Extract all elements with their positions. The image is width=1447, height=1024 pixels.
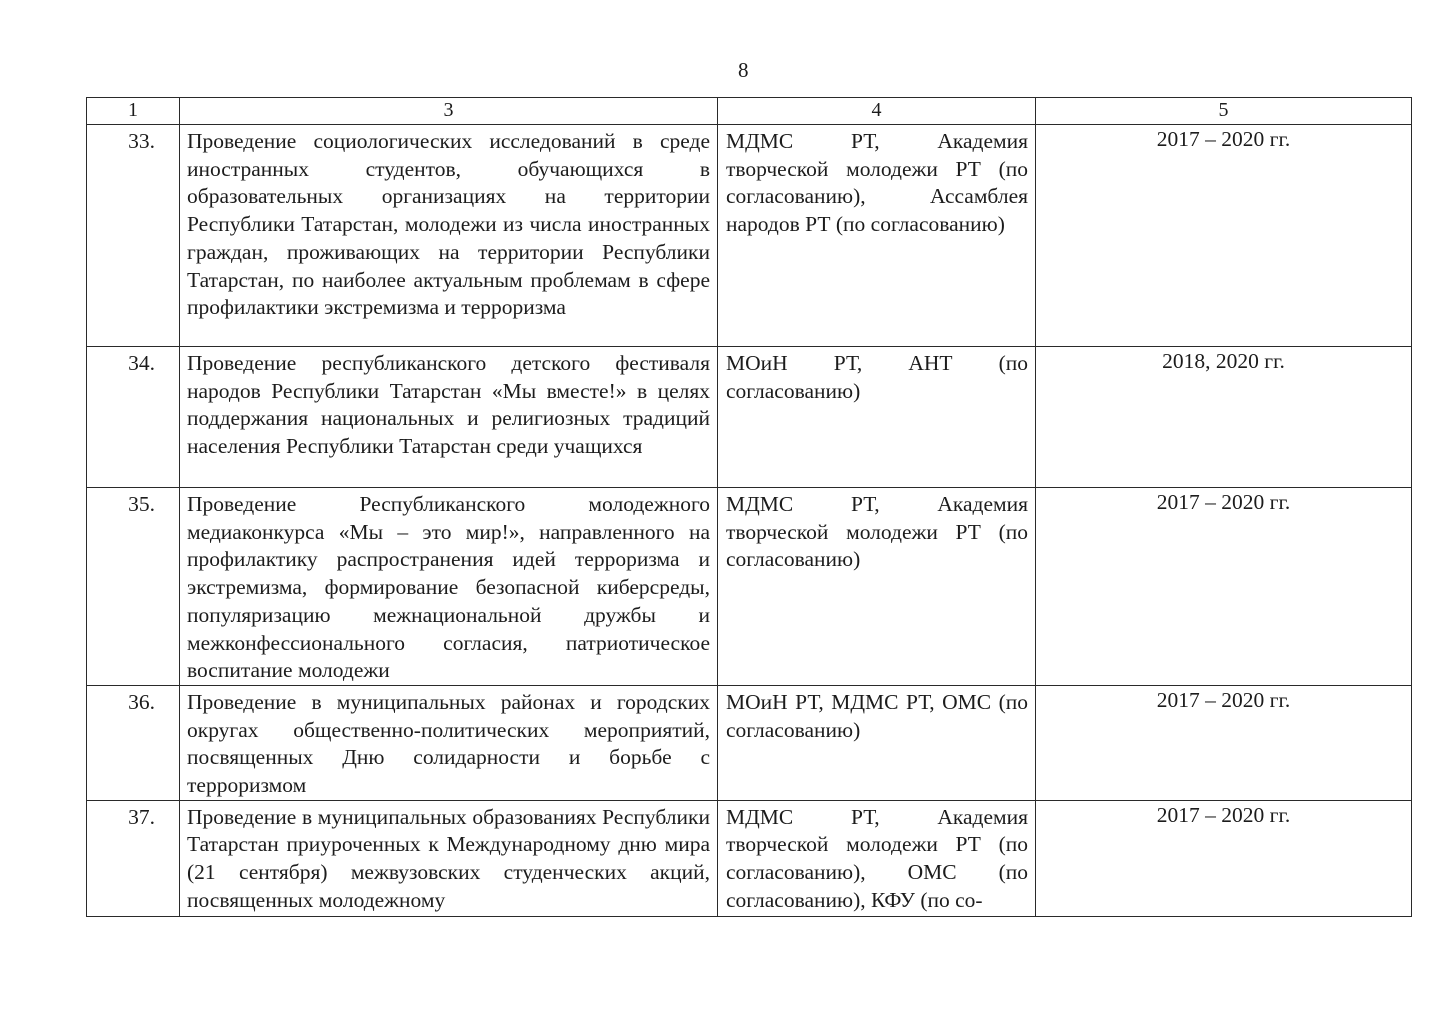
table-row xyxy=(87,685,1412,800)
executors: МОиН РТ, АНТ (по согласованию) xyxy=(718,347,1036,488)
event-description: Проведение в муниципальных районах и городских округах общественно-политических мероприятий, посвященных Дню солидарности и борьбе с терроризмом xyxy=(180,685,718,800)
executors: МОиН РТ, МДМС РТ, ОМС (по согласованию) xyxy=(718,685,1036,800)
period: 2017 – 2020 гг. xyxy=(1036,685,1412,800)
row-number: 36. xyxy=(87,685,180,800)
period: 2017 – 2020 гг. xyxy=(1036,488,1412,686)
executors: МДМС РТ, Академия творческой молодежи РТ (по согласованию), ОМС (по согласованию), КФУ (по со- xyxy=(726,804,1028,912)
column-header-executors: 4 xyxy=(718,98,1036,125)
executors-cell xyxy=(718,800,1036,916)
table-row xyxy=(87,347,1412,488)
event-description-cell xyxy=(180,800,718,916)
page-number: 8 xyxy=(738,58,749,82)
period: 2018, 2020 гг. xyxy=(1036,347,1412,488)
row-number: 34. xyxy=(87,347,180,488)
row-number: 33. xyxy=(87,125,180,347)
event-description: Проведение в муниципальных образованиях Республики Татарстан приуроченных к Международному дню мира (21 сентября) межвузовских студенческих акций, посвященных молодежному xyxy=(187,804,710,912)
event-description: Проведение социологических исследований в среде иностранных студентов, обучающихся в образовательных организациях на территории Республики Татарстан, молодежи из числа иностранных граждан, проживающих на территории Республики Татарстан, по наиболее актуальным проблемам в сфере профилактики экстремизма и терроризма xyxy=(180,125,718,347)
executors: МДМС РТ, Академия творческой молодежи РТ (по согласованию), Ассамблея народов РТ (по согласованию) xyxy=(718,125,1036,347)
column-header-event: 3 xyxy=(180,98,718,125)
period: 2017 – 2020 гг. xyxy=(1036,125,1412,347)
event-description: Проведение Республиканского молодежного медиаконкурса «Мы – это мир!», направленного на профилактику распространения идей терроризма и экстремизма, формирование безопасной киберсреды, популяризацию межнациональной дружбы и межконфессионального согласия, патриотическое воспитание молодежи xyxy=(180,488,718,686)
executors: МДМС РТ, Академия творческой молодежи РТ (по согласованию) xyxy=(718,488,1036,686)
table-body xyxy=(87,125,1412,917)
column-header-period: 5 xyxy=(1036,98,1412,125)
table-row xyxy=(87,125,1412,347)
table-row xyxy=(87,488,1412,686)
table-header xyxy=(87,98,1412,125)
table-row xyxy=(87,800,1412,916)
row-number: 37. xyxy=(87,800,180,916)
events-table xyxy=(86,97,1412,917)
period: 2017 – 2020 гг. xyxy=(1036,800,1412,916)
header-row xyxy=(87,98,1412,125)
row-number: 35. xyxy=(87,488,180,686)
column-header-number: 1 xyxy=(87,98,180,125)
event-description: Проведение республиканского детского фестиваля народов Республики Татарстан «Мы вместе!» в целях поддержания национальных и религиозных традиций населения Республики Татарстан среди учащихся xyxy=(180,347,718,488)
